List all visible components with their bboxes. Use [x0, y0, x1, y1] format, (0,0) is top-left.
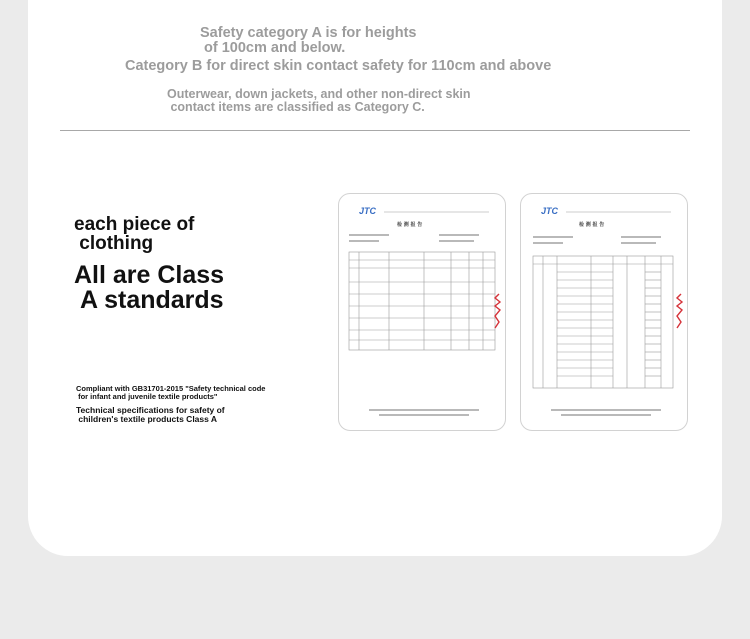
report-title: 检 测 报 告 [579, 222, 605, 228]
tech-spec-note: Technical specifications for safety of children's textile products Class A [76, 405, 225, 424]
category-c-text: Outerwear, down jackets, and other non-direct skin contact items are classified as Category C. [167, 87, 471, 114]
compliance-note: Compliant with GB31701-2015 "Safety technical code for infant and juvenile textile products" [76, 384, 266, 401]
report-table-graphic [521, 194, 687, 430]
report-table-graphic [339, 194, 505, 430]
each-piece-heading: each piece of clothing [74, 214, 195, 254]
category-a-text: Safety category A is for heights of 100cm and below. [200, 25, 417, 56]
class-a-heading: All are Class A standards [74, 261, 225, 314]
report-title: 检 测 报 告 [397, 222, 423, 228]
test-report-image-2[interactable] [520, 193, 688, 431]
test-report-image-1[interactable] [338, 193, 506, 431]
jtc-logo: JTC [359, 206, 377, 216]
jtc-logo: JTC [541, 206, 559, 216]
section-divider [60, 130, 690, 131]
category-b-text: Category B for direct skin contact safety for 110cm and above [125, 58, 552, 74]
